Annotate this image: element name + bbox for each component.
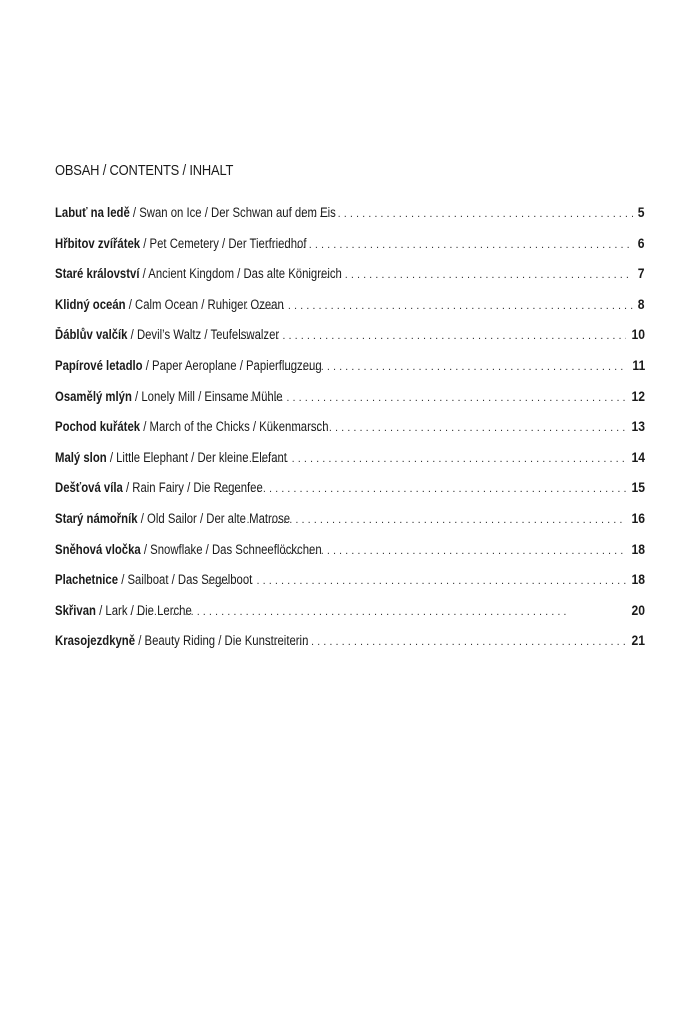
toc-entry-czech-title: Plachetnice (55, 572, 119, 588)
toc-entry-translations: / Little Elephant / Der kleine Elefant (106, 449, 287, 465)
toc-dot-leader (243, 453, 626, 465)
toc-entry-czech-title: Sněhová vločka (55, 541, 141, 557)
contents-page (55, 162, 645, 664)
toc-entry-title (55, 297, 284, 312)
toc-entry-czech-title: Papírové letadlo (55, 357, 143, 373)
toc-entry (55, 480, 645, 511)
toc-entry (55, 205, 645, 236)
toc-entry (55, 389, 645, 420)
toc-page-number: 21 (631, 633, 645, 649)
toc-page-number: 15 (631, 480, 645, 496)
toc-dot-leader (308, 269, 633, 281)
toc-page-number: 16 (631, 510, 645, 526)
toc-entry-title (55, 327, 279, 342)
toc-page-number: 5 (638, 205, 645, 220)
toc-entry-translations: / Beauty Riding / Die Kunstreiterin (135, 633, 309, 649)
toc-entry-czech-title: Starý námořník (55, 510, 138, 526)
toc-entry-translations: / Snowflake / Das Schneeflöckchen (140, 541, 322, 557)
toc-entry-translations: / Lonely Mill / Einsame Mühle (131, 388, 283, 404)
toc-entry (55, 450, 645, 481)
toc-dot-leader (268, 636, 626, 648)
toc-page-number: 18 (631, 572, 645, 588)
toc-entry-czech-title: Malý slon (55, 449, 107, 465)
toc-entry (55, 572, 645, 603)
toc-entry (55, 633, 645, 664)
toc-page-number: 7 (638, 266, 645, 282)
toc-entry-translations: / Swan on Ice / Der Schwan auf dem Eis (129, 205, 336, 220)
toc-dot-leader (214, 483, 626, 495)
toc-entry (55, 358, 645, 389)
toc-dot-leader (239, 300, 634, 312)
toc-entry-title (55, 542, 322, 557)
toc-entry (55, 419, 645, 450)
toc-entry-czech-title: Osamělý mlýn (55, 388, 132, 404)
toc-dot-leader (292, 422, 626, 434)
toc-entry-czech-title: Ďáblův valčík (55, 327, 128, 343)
toc-entry-translations: / March of the Chicks / Kükenmarsch (140, 419, 329, 435)
toc-page-number: 8 (638, 296, 645, 312)
toc-entry (55, 266, 645, 297)
toc-entry-title (55, 572, 252, 587)
toc-entry-czech-title: Staré království (55, 266, 140, 282)
toc-entry-translations: / Lark / Die Lerche (95, 602, 192, 618)
toc-entry-czech-title: Klidný oceán (55, 296, 126, 312)
toc-entry-title (55, 480, 263, 495)
toc-dot-leader (246, 514, 625, 526)
toc-entry-czech-title: Pochod kuřátek (55, 419, 141, 435)
toc-page-number: 18 (631, 541, 645, 557)
toc-page-number: 13 (631, 419, 645, 435)
toc-dot-leader (202, 575, 626, 587)
toc-entry-translations: / Rain Fairy / Die Regenfee (122, 480, 263, 496)
toc-entry-title (55, 419, 329, 434)
toc-entry-title (55, 511, 290, 526)
toc-page-number: 6 (638, 235, 645, 251)
toc-heading: OBSAH / CONTENTS / INHALT (55, 162, 234, 179)
toc-entry-translations: / Paper Aeroplane / Papierflugzeug (142, 357, 322, 373)
toc-entry-title (55, 389, 283, 404)
toc-page-number: 20 (631, 602, 645, 618)
toc-entry-title (55, 266, 342, 281)
toc-entry (55, 603, 645, 634)
toc-dot-leader (266, 239, 634, 251)
toc-entry (55, 511, 645, 542)
toc-entry-title (55, 205, 336, 220)
toc-page-number: 10 (631, 327, 645, 343)
toc-entry-translations: / Calm Ocean / Ruhiger Ozean (125, 296, 284, 312)
toc-entry-title (55, 450, 287, 465)
toc-entry-translations: / Ancient Kingdom / Das alte Königreich (139, 266, 342, 282)
toc-entry-translations: / Sailboat / Das Segelboot (118, 572, 253, 588)
toc-list (55, 205, 645, 664)
toc-entry (55, 236, 645, 267)
toc-entry (55, 542, 645, 573)
toc-dot-leader (237, 392, 625, 404)
toc-dot-leader (284, 545, 626, 557)
toc-entry-translations: / Devil’s Waltz / Teufelswalzer (127, 327, 280, 343)
toc-dot-leader (301, 208, 634, 220)
toc-page-number: 14 (631, 449, 645, 465)
toc-entry-czech-title: Dešťová víla (55, 480, 123, 496)
toc-entry (55, 327, 645, 358)
toc-entry-title (55, 603, 192, 618)
toc-entry-translations: / Old Sailor / Der alte Matrose (137, 510, 291, 526)
toc-entry-title (55, 358, 322, 373)
toc-entry-title (55, 633, 308, 648)
toc-entry-czech-title: Labuť na ledě (55, 205, 130, 220)
toc-dot-leader (284, 361, 627, 373)
toc-entry (55, 297, 645, 328)
toc-entry-title (55, 236, 306, 251)
toc-dot-leader (129, 606, 626, 618)
toc-page-number: 11 (632, 357, 645, 373)
toc-entry-czech-title: Skřivan (55, 602, 96, 618)
toc-entry-czech-title: Krasojezdkyně (55, 633, 136, 649)
toc-page-number: 12 (631, 388, 645, 404)
toc-dot-leader (233, 330, 626, 342)
toc-entry-translations: / Pet Cemetery / Der Tierfriedhof (140, 235, 307, 251)
toc-entry-czech-title: Hřbitov zvířátek (55, 235, 141, 251)
